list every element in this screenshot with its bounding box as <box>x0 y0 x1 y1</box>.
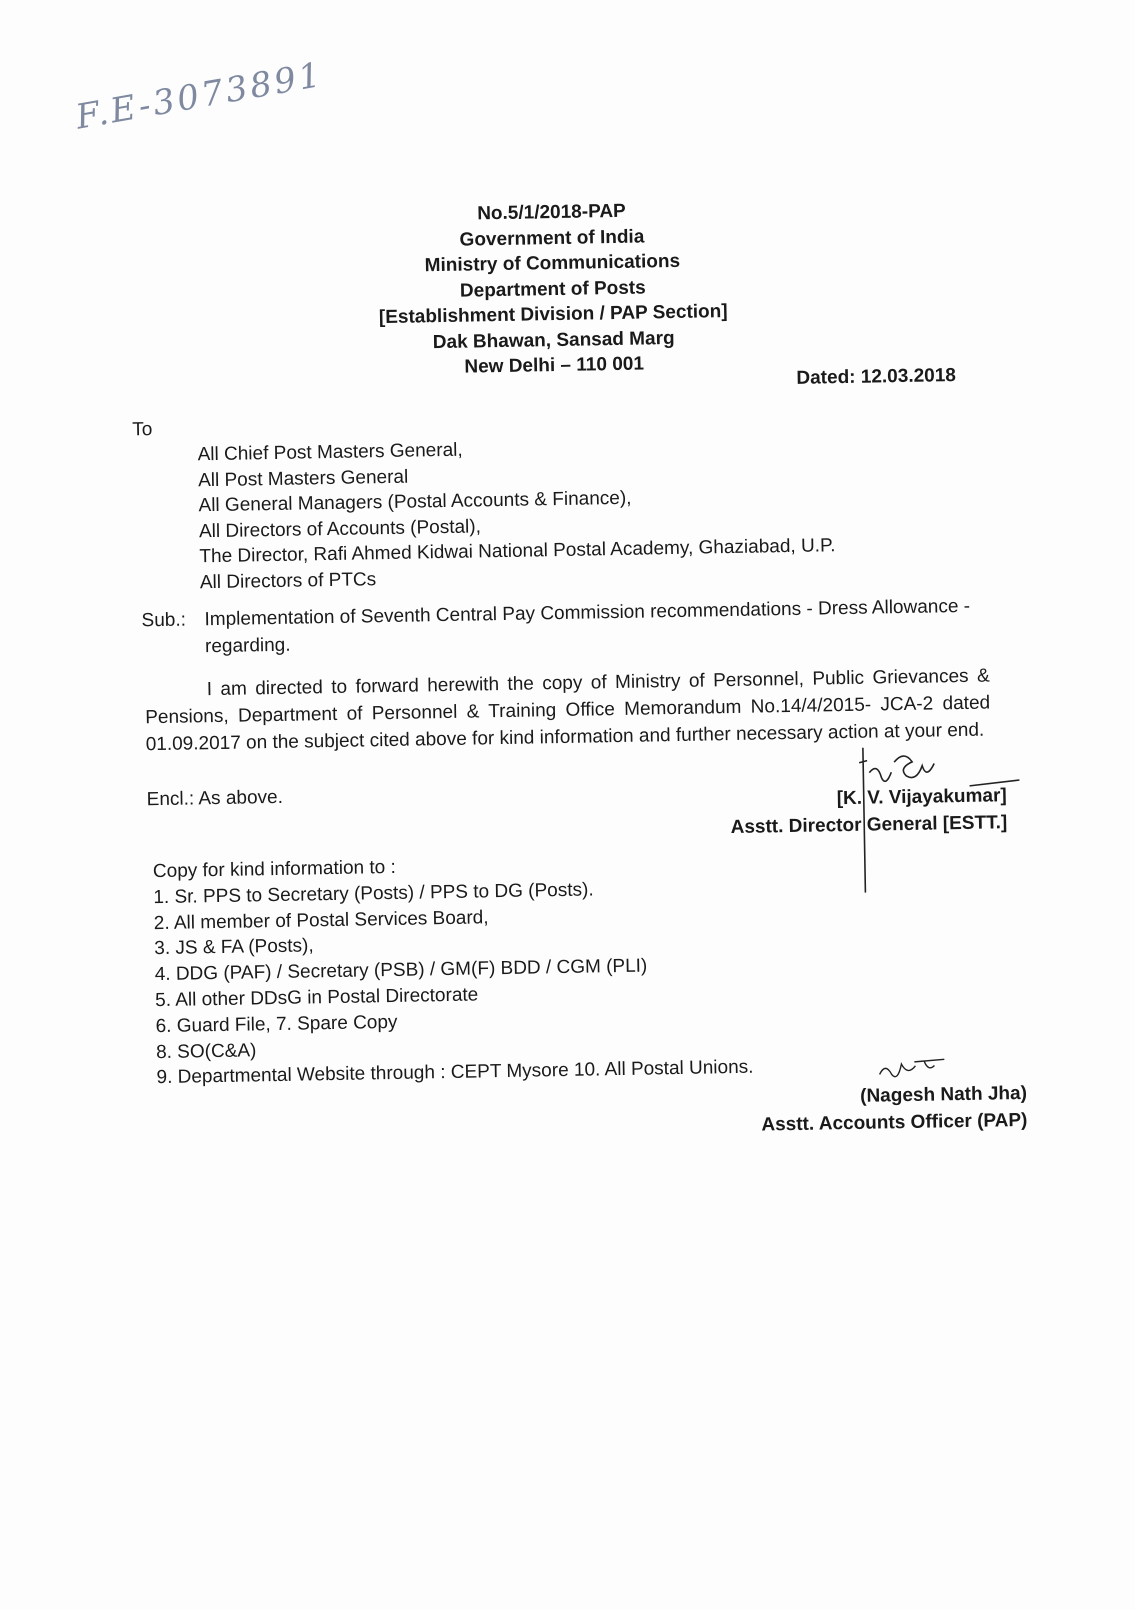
addressee-list <box>197 431 836 595</box>
header-line: Ministry of Communications <box>424 250 681 277</box>
copy-item: 3. JS & FA (Posts), <box>154 935 314 960</box>
file-number: No.5/1/2018-PAP <box>477 200 626 225</box>
letter-header <box>321 196 784 383</box>
copy-item: 1. Sr. PPS to Secretary (Posts) / PPS to DG (Posts). <box>153 879 594 908</box>
copy-item: 6. Guard File, 7. Spare Copy <box>155 1011 398 1037</box>
addressee: All General Managers (Postal Accounts & Finance), <box>198 487 632 517</box>
signatory-block-1 <box>730 782 1008 841</box>
signatory-name: [K. V. Vijayakumar] <box>836 785 1007 810</box>
subject <box>141 592 1002 661</box>
header-line: New Delhi – 110 001 <box>464 353 645 378</box>
signatory-designation: Asstt. Accounts Officer (PAP) <box>761 1109 1028 1136</box>
addressee: The Director, Rafi Ahmed Kidwai National Postal Academy, Ghaziabad, U.P. <box>199 535 836 568</box>
signatory-block-2 <box>761 1080 1028 1139</box>
date-line: Dated: 12.03.2018 <box>796 365 957 389</box>
subject-text: Implementation of Seventh Central Pay Commission recommendations - Dress Allowance - regarding. <box>204 595 971 658</box>
header-line: Department of Posts <box>459 276 646 302</box>
copy-list <box>153 849 754 1092</box>
to-label: To <box>132 419 153 441</box>
signatory-name: (Nagesh Nath Jha) <box>859 1082 1028 1107</box>
copy-item: 4. DDG (PAF) / Secretary (PSB) / GM(F) BDD / CGM (PLI) <box>154 955 648 986</box>
header-line: [Establishment Division / PAP Section] <box>378 301 728 329</box>
copy-intro: Copy for kind information to : <box>152 856 396 883</box>
addressee: All Directors of Accounts (Postal), <box>198 515 482 542</box>
signatory-designation: Asstt. Director General [ESTT.] <box>730 812 1008 839</box>
initials-icon <box>874 1051 975 1083</box>
copy-item: 2. All member of Postal Services Board, <box>153 906 489 934</box>
body-paragraph: I am directed to forward herewith the copy of Ministry of Personnel, Public Grievances & Pensions, Department of Personnel & Training Office Memorandum No.14/4/2015- JCA-2 dated 01.09.2017 on the subject cited above for kind information and further necessary action at your end. <box>145 665 991 756</box>
addressee: All Post Masters General <box>197 466 409 491</box>
copy-item: 5. All other DDsG in Postal Directorate <box>155 984 479 1012</box>
header-line: Dak Bhawan, Sansad Marg <box>432 327 675 353</box>
addressee: All Directors of PTCs <box>199 568 377 593</box>
subject-label: Sub.: <box>141 609 187 632</box>
copy-item: 8. SO(C&A) <box>155 1039 257 1063</box>
handwritten-reference: F.E-3073891 <box>72 54 327 138</box>
copy-item: 9. Departmental Website through : CEPT Mysore 10. All Postal Unions. <box>156 1057 754 1089</box>
enclosure: Encl.: As above. <box>146 786 284 811</box>
addressee: All Chief Post Masters General, <box>197 439 463 466</box>
header-line: Government of India <box>459 225 645 251</box>
